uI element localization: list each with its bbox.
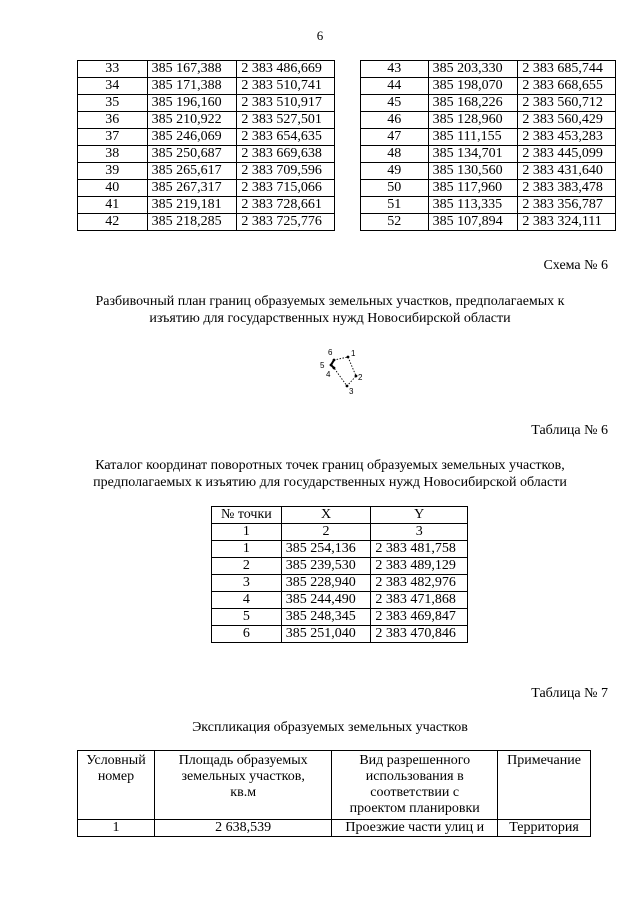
cell-y: 2 383 470,846 (371, 626, 468, 643)
scheme-caption: Схема № 6 (543, 258, 608, 273)
cell-point-number: 43 (361, 61, 429, 78)
cell-y: 2 383 709,596 (237, 163, 335, 180)
point-4-marker (333, 367, 336, 370)
cell-y: 2 383 654,635 (237, 129, 335, 146)
cell-point-number: 2 (212, 558, 282, 575)
cell-y: 2 383 725,776 (237, 214, 335, 231)
table-row (78, 146, 335, 163)
cell-y: 2 383 669,638 (237, 146, 335, 163)
table-row (361, 78, 616, 95)
table-row (361, 163, 616, 180)
table-row (361, 146, 616, 163)
table-row (361, 180, 616, 197)
cell-point-number: 5 (212, 609, 282, 626)
point-3-marker (346, 385, 349, 388)
header-conditional-number: Условный номер (78, 751, 155, 820)
cell-point-number: 37 (78, 129, 148, 146)
cell-x: 385 267,317 (147, 180, 237, 197)
cell-point-number: 44 (361, 78, 429, 95)
cell-point-number: 47 (361, 129, 429, 146)
table-row (361, 197, 616, 214)
layout-plan-scheme (312, 343, 362, 398)
cell-y: 2 383 453,283 (518, 129, 616, 146)
table-row (78, 197, 335, 214)
boundary-outline (331, 357, 356, 386)
point-label-5: 5 (320, 361, 325, 370)
cell-x: 385 239,530 (281, 558, 371, 575)
cell-use: Проезжие части улиц и (332, 820, 498, 837)
header-permitted-use: Вид разрешенного использования в соответствии с проектом планировки (332, 751, 498, 820)
point-1-marker (347, 356, 350, 359)
cell-x: 385 134,701 (428, 146, 518, 163)
cell-y: 2 383 728,661 (237, 197, 335, 214)
cell-x: 385 219,181 (147, 197, 237, 214)
header-area: Площадь образуемых земельных участков, кв.м (154, 751, 331, 820)
cell-y: 2 383 383,478 (518, 180, 616, 197)
cell-x: 385 117,960 (428, 180, 518, 197)
cell-y: 2 383 715,066 (237, 180, 335, 197)
coordinate-catalog-table (211, 506, 468, 643)
table-row (361, 129, 616, 146)
explication-table (77, 750, 591, 837)
column-number-1: 1 (212, 524, 282, 541)
cell-x: 385 113,335 (428, 197, 518, 214)
cell-point-number: 39 (78, 163, 148, 180)
cell-y: 2 383 510,917 (237, 95, 335, 112)
page-number: 6 (316, 28, 324, 43)
cell-y: 2 383 668,655 (518, 78, 616, 95)
table-row (78, 163, 335, 180)
cell-x: 385 250,687 (147, 146, 237, 163)
table-row (78, 180, 335, 197)
table6-caption: Таблица № 6 (531, 423, 608, 438)
cell-point-number: 3 (212, 575, 282, 592)
point-2-marker (355, 375, 358, 378)
cell-x: 385 168,226 (428, 95, 518, 112)
table-row (361, 214, 616, 231)
table-row (78, 820, 591, 837)
cell-point-number: 6 (212, 626, 282, 643)
cell-x: 385 228,940 (281, 575, 371, 592)
cell-point-number: 45 (361, 95, 429, 112)
column-number-3: 3 (371, 524, 468, 541)
table-row (361, 61, 616, 78)
cell-x: 385 218,285 (147, 214, 237, 231)
coordinate-table-left (77, 60, 335, 231)
point-label-6: 6 (328, 348, 333, 357)
cell-point-number: 40 (78, 180, 148, 197)
cell-point-number: 41 (78, 197, 148, 214)
cell-x: 385 196,160 (147, 95, 237, 112)
cell-x: 385 167,388 (147, 61, 237, 78)
cell-point-number: 4 (212, 592, 282, 609)
cell-point-number: 50 (361, 180, 429, 197)
point-label-3: 3 (349, 387, 354, 396)
cell-point-number: 34 (78, 78, 148, 95)
table-row (78, 112, 335, 129)
cell-x: 385 203,330 (428, 61, 518, 78)
cell-y: 2 383 560,712 (518, 95, 616, 112)
cell-x: 385 244,490 (281, 592, 371, 609)
table-row (78, 95, 335, 112)
cell-y: 2 383 489,129 (371, 558, 468, 575)
table-row (78, 78, 335, 95)
cell-x: 385 265,617 (147, 163, 237, 180)
table6-title: Каталог координат поворотных точек границ образуемых земельных участков, предполагаемых к изъятию для государственных нужд Новосибирской области (93, 458, 567, 490)
table-row (78, 129, 335, 146)
cell-point-number: 48 (361, 146, 429, 163)
cell-y: 2 383 527,501 (237, 112, 335, 129)
header-y: Y (371, 507, 468, 524)
cell-x: 385 210,922 (147, 112, 237, 129)
cell-x: 385 130,560 (428, 163, 518, 180)
cell-x: 385 111,155 (428, 129, 518, 146)
cell-point-number: 46 (361, 112, 429, 129)
cell-x: 385 171,388 (147, 78, 237, 95)
table-row (212, 541, 468, 558)
cell-point-number: 51 (361, 197, 429, 214)
cell-point-number: 42 (78, 214, 148, 231)
cell-y: 2 383 510,741 (237, 78, 335, 95)
table-row (212, 609, 468, 626)
cell-x: 385 254,136 (281, 541, 371, 558)
header-point-number: № точки (212, 507, 282, 524)
table-row (212, 592, 468, 609)
column-number-2: 2 (281, 524, 371, 541)
cell-point-number: 1 (212, 541, 282, 558)
table-row (361, 95, 616, 112)
point-6-marker (333, 359, 336, 362)
cell-y: 2 383 560,429 (518, 112, 616, 129)
cell-area: 2 638,539 (154, 820, 331, 837)
cell-y: 2 383 685,744 (518, 61, 616, 78)
point-5-marker (330, 364, 333, 367)
header-note: Примечание (498, 751, 591, 820)
cell-y: 2 383 431,640 (518, 163, 616, 180)
table-row (212, 575, 468, 592)
point-label-2: 2 (358, 373, 363, 382)
cell-point-number: 38 (78, 146, 148, 163)
cell-point-number: 33 (78, 61, 148, 78)
table-row (78, 214, 335, 231)
header-x: X (281, 507, 371, 524)
table7-title: Экспликация образуемых земельных участков (192, 720, 468, 735)
cell-x: 385 248,345 (281, 609, 371, 626)
cell-y: 2 383 324,111 (518, 214, 616, 231)
point-label-1: 1 (351, 349, 356, 358)
point-label-4: 4 (326, 370, 331, 379)
cell-y: 2 383 471,868 (371, 592, 468, 609)
table7-caption: Таблица № 7 (531, 686, 608, 701)
cell-note: Территория (498, 820, 591, 837)
cell-number: 1 (78, 820, 155, 837)
table-row (212, 626, 468, 643)
cell-y: 2 383 486,669 (237, 61, 335, 78)
cell-y: 2 383 445,099 (518, 146, 616, 163)
cell-y: 2 383 481,758 (371, 541, 468, 558)
table-row (212, 558, 468, 575)
cell-point-number: 52 (361, 214, 429, 231)
cell-x: 385 246,069 (147, 129, 237, 146)
scheme-title: Разбивочный план границ образуемых земельных участков, предполагаемых к изъятию для государственных нужд Новосибирской области (95, 294, 565, 326)
cell-x: 385 198,070 (428, 78, 518, 95)
table-row (361, 112, 616, 129)
cell-x: 385 107,894 (428, 214, 518, 231)
cell-point-number: 49 (361, 163, 429, 180)
cell-y: 2 383 356,787 (518, 197, 616, 214)
cell-x: 385 128,960 (428, 112, 518, 129)
cell-point-number: 36 (78, 112, 148, 129)
cell-y: 2 383 482,976 (371, 575, 468, 592)
cell-point-number: 35 (78, 95, 148, 112)
cell-y: 2 383 469,847 (371, 609, 468, 626)
table-row (78, 61, 335, 78)
cell-x: 385 251,040 (281, 626, 371, 643)
coordinate-table-right (360, 60, 616, 231)
